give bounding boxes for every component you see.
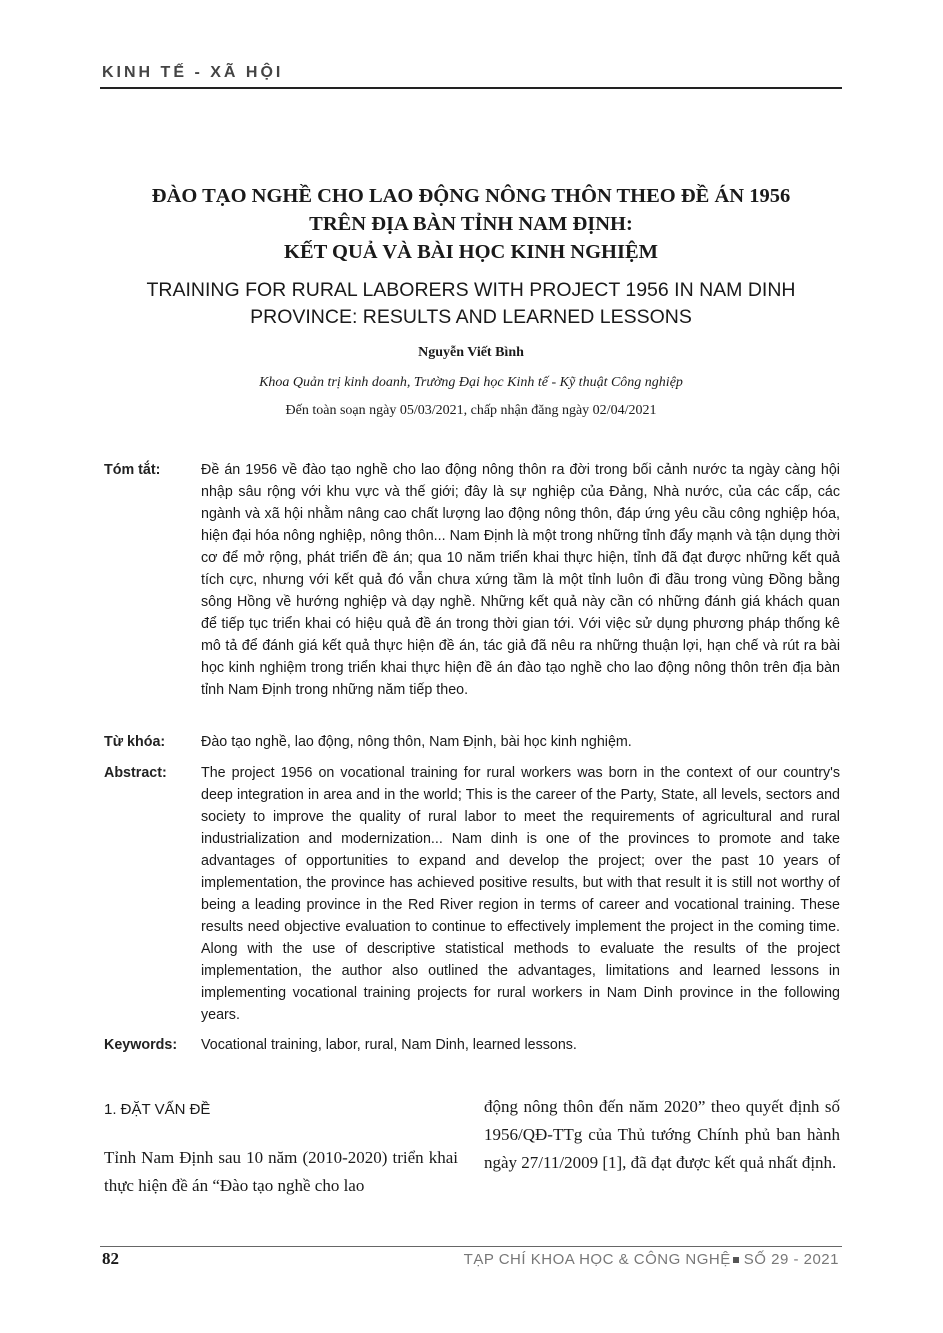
keywords-vi-text: Đào tạo nghề, lao động, nông thôn, Nam Định, bài học kinh nghiệm. (201, 734, 632, 750)
keywords-en-text: Vocational training, labor, rural, Nam Dinh, learned lessons. (201, 1037, 577, 1053)
title-vi-line: KẾT QUẢ VÀ BÀI HỌC KINH NGHIỆM (284, 241, 658, 263)
body-column-left: Tỉnh Nam Định sau 10 năm (2010-2020) triển khai thực hiện đề án “Đào tạo nghề cho lao (104, 1148, 458, 1195)
journal-title: TẠP CHÍ KHOA HỌC & CÔNG NGHỆ (463, 1251, 731, 1268)
author-affiliation: Khoa Quản trị kinh doanh, Trường Đại học Kinh tế - Kỹ thuật Công nghiệp (259, 375, 683, 390)
title-en-line: TRAINING FOR RURAL LABORERS WITH PROJECT 1956 IN NAM DINH (146, 279, 796, 301)
title-vi-line: TRÊN ĐỊA BÀN TỈNH NAM ĐỊNH: (309, 213, 633, 235)
journal-name (464, 1251, 839, 1268)
keywords-vi-block (104, 731, 840, 753)
page-number: 82 (102, 1249, 119, 1268)
summary-block (104, 459, 840, 701)
journal-issue: SỐ 29 - 2021 (743, 1251, 839, 1268)
summary-label: Tóm tắt: (104, 462, 161, 478)
keywords-en-block (104, 1034, 840, 1056)
title-en-line: PROVINCE: RESULTS AND LEARNED LESSONS (250, 306, 692, 328)
keywords-en-label: Keywords: (104, 1037, 178, 1053)
author-name: Nguyễn Viết Bình (418, 345, 524, 360)
section-heading: 1. ĐẶT VẤN ĐỀ (104, 1101, 211, 1118)
title-vietnamese (100, 182, 842, 266)
title-english (100, 277, 842, 331)
abstract-block (104, 762, 840, 1026)
abstract-text: The project 1956 on vocational training for rural workers was born in the context of our country's deep integration in area and in the world; This is the career of the Party, State, all levels, sectors and society to improve the quality of rural labor to meet the requirements of agricultural and rural industrialization and modernization... Nam dinh is one of the provinces to promote and take advantages of opportunities to expand and develop the project; over the past 10 years of implementation, the province has achieved positive results, but with that result it is still not worthy of being a leading province in the Red River region in terms of career and vocational training. These results need objective evaluation to continue to effectively implement the project in the coming time. Along with the use of descriptive statistical methods to evaluate the results of the project implementation, the author also outlined the advantages, limitations and learned lessons in implementing vocational training projects for rural workers in Nam Dinh province in the following years. (201, 765, 840, 1023)
section-tag: KINH TẾ - XÃ HỘI (102, 64, 284, 81)
body-column-right: động nông thôn đến năm 2020” theo quyết định số 1956/QĐ-TTg của Thủ tướng Chính phủ ban hành ngày 27/11/2009 [1], đã đạt được kết quả nhất định. (484, 1097, 840, 1172)
title-vi-line: ĐÀO TẠO NGHỀ CHO LAO ĐỘNG NÔNG THÔN THEO ĐỀ ÁN 1956 (151, 185, 791, 207)
footer-rule (100, 1246, 842, 1247)
header-rule (100, 87, 842, 89)
summary-text: Đề án 1956 về đào tạo nghề cho lao động nông thôn ra đời trong bối cảnh nước ta ngày càng hội nhập sâu rộng với khu vực và thế giới; đây là sự nghiệp của Đảng, Nhà nước, của các cấp, các ngành và xã hội nhằm nâng cao chất lượng lao động nông thôn, đáp ứng yêu cầu công nghiệp hóa, hiện đại hóa nông nghiệp, nông thôn... Nam Định là một trong những tỉnh đẩy mạnh và tận dụng thời cơ để mở rộng, phát triển đề án; qua 10 năm triển khai thực hiện, tỉnh đã đạt được những kết quả tích cực, nhưng với kết quả đó vẫn chưa xứng tầm là một tỉnh luôn đi đầu trong vùng Đồng bằng sông Hồng về hướng nghiệp và dạy nghề. Những kết quả này cần có những đánh giá khách quan để tiếp tục triển khai có hiệu quả đề án trong thời gian tới. Với việc sử dụng phương pháp thống kê mô tả để đánh giá kết quả thực hiện đề án, tác giả đã nêu ra những thuận lợi, hạn chế và rút ra bài học kinh nghiệm trong triển khai thực hiện đề án đào tạo nghề cho lao động nông thôn trên địa bàn tỉnh Nam Định trong những năm tiếp theo. (201, 462, 840, 698)
abstract-label: Abstract: (104, 765, 167, 781)
separator-dot-icon (733, 1257, 739, 1263)
keywords-vi-label: Từ khóa: (104, 734, 166, 750)
submission-dates: Đến toàn soạn ngày 05/03/2021, chấp nhận đăng ngày 02/04/2021 (285, 403, 657, 418)
